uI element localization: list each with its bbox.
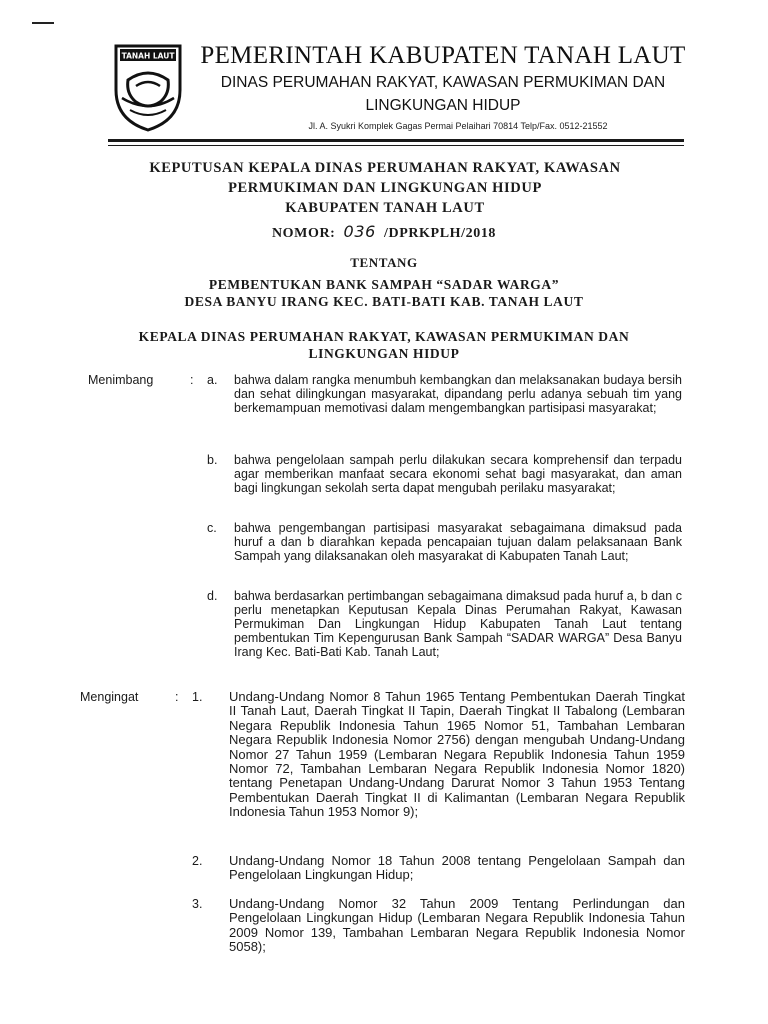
decree-number-label: NOMOR: <box>271 226 336 241</box>
decree-subject-line-2: DESA BANYU IRANG KEC. BATI-BATI KAB. TANAH LAUT <box>184 294 584 309</box>
decree-subject-line-1: PEMBENTUKAN BANK SAMPAH “SADAR WARGA” <box>208 277 560 292</box>
decree-number-suffix: /DPRKPLH/2018 <box>384 226 497 241</box>
mengingat-colon: : <box>175 690 179 704</box>
emblem-label: TANAH LAUT <box>121 51 175 61</box>
decree-title-line-3: KABUPATEN TANAH LAUT <box>285 200 485 216</box>
decree-title-line-2: PERMUKIMAN DAN LINGKUNGAN HIDUP <box>228 180 542 196</box>
letterhead-text <box>188 36 698 131</box>
decree-title-line-1: KEPUTUSAN KEPALA DINAS PERUMAHAN RAKYAT, KAWASAN <box>149 160 621 176</box>
department-line-1: DINAS PERUMAHAN RAKYAT, KAWASAN PERMUKIMAN DAN <box>220 74 666 91</box>
department-line-2: LINGKUNGAN HIDUP <box>365 97 521 114</box>
regency-emblem-icon <box>108 40 188 132</box>
menimbang-label: Menimbang <box>88 373 154 387</box>
tentang-heading: TENTANG <box>350 255 418 270</box>
scan-mark <box>32 22 54 24</box>
mengingat-marker-2: 2. <box>192 854 203 868</box>
mengingat-marker-3: 3. <box>192 897 203 911</box>
issuer-heading-line-1: KEPALA DINAS PERUMAHAN RAKYAT, KAWASAN PERMUKIMAN DAN <box>138 329 630 344</box>
letterhead-rule-thick <box>108 139 684 142</box>
menimbang-colon: : <box>190 373 194 387</box>
mengingat-item-1: Undang-Undang Nomor 8 Tahun 1965 Tentang Pembentukan Daerah Tingkat II Tanah Laut, Daerah Tingkat II Tapin, Daerah Tingkat II Tabalong (Lembaran Negara Republik Indonesia Tahun 1965 Nomor 51, Tambahan Lembaran Negara Republik Indonesia Nomor 2756) dengan mengubah Undang-Undang Nomor 27 Tahun 1959 (Lembaran Negara Republik Indonesia Tahun 1959 Nomor 72, Tambahan Lembaran Negara Republik Indonesia Nomor 1820) tentang Penetapan Undang-Undang Darurat Nomor 3 Tahun 1953 Tentang Pembentukan Daerah Tingkat II di Kalimantan (Lembaran Negara Republik Indonesia Tahun 1953 Nomor 9); <box>229 689 685 820</box>
letterhead <box>108 36 698 136</box>
issuer-heading <box>60 328 708 362</box>
menimbang-item-d: bahwa berdasarkan pertimbangan sebagaimana dimaksud pada huruf a, b dan c perlu menetapkan Keputusan Kepala Dinas Perumahan Rakyat, Kawasan Permukiman Dan Lingkungan Hidup Kabupaten Tanah Laut tentang pembentukan Tim Kepengurusan Bank Sampah “SADAR WARGA” Desa Banyu Irang Kec. Bati-Bati Kab. Tanah Laut; <box>234 589 682 659</box>
menimbang-marker-b: b. <box>207 453 218 467</box>
mengingat-item-2: Undang-Undang Nomor 18 Tahun 2008 tentang Pengelolaan Sampah dan Pengelolaan Lingkungan Hidup; <box>229 853 685 883</box>
decree-subject <box>60 276 708 310</box>
decree-title <box>70 158 700 218</box>
mengingat-marker-1: 1. <box>192 690 203 704</box>
menimbang-marker-d: d. <box>207 589 218 603</box>
letterhead-rule-thin <box>108 145 684 146</box>
menimbang-item-b: bahwa pengelolaan sampah perlu dilakukan secara komprehensif dan terpadu agar memberikan manfaat secara ekonomi sehat bagi masyarakat, dan aman bagi lingkungan sekolah serta dapat mengubah perilaku masyarakat; <box>234 453 682 495</box>
government-name: PEMERINTAH KABUPATEN TANAH LAUT <box>200 42 686 69</box>
decree-number <box>0 222 768 242</box>
mengingat-label: Mengingat <box>80 690 139 704</box>
menimbang-marker-a: a. <box>207 373 218 387</box>
decree-number-handwritten: 036 <box>343 222 376 241</box>
mengingat-item-3: Undang-Undang Nomor 32 Tahun 2009 Tentang Perlindungan dan Pengelolaan Lingkungan Hidup (Lembaran Negara Republik Indonesia Tahun 2009 Nomor 139, Tambahan Lembaran Negara Republik Indonesia Nomor 5058); <box>229 896 685 955</box>
office-address: Jl. A. Syukri Komplek Gagas Permai Pelaihari 70814 Telp/Fax. 0512-21552 <box>308 121 608 131</box>
menimbang-item-a: bahwa dalam rangka menumbuh kembangkan dan melaksanakan budaya bersih dan sehat dilingkungan masyarakat, dipandang perlu adanya sebuah tim yang berkemampuan memotivasi dalam mengembangkan partisipasi masyarakat; <box>234 373 682 415</box>
issuer-heading-line-2: LINGKUNGAN HIDUP <box>308 346 460 361</box>
menimbang-marker-c: c. <box>207 521 217 535</box>
menimbang-item-c: bahwa pengembangan partisipasi masyarakat sebagaimana dimaksud pada huruf a dan b diarahkan kepada pencapaian tujuan dalam pelaksanaan Bank Sampah yang dilaksanakan oleh masyarakat di Kabupaten Tanah Laut; <box>234 521 682 563</box>
